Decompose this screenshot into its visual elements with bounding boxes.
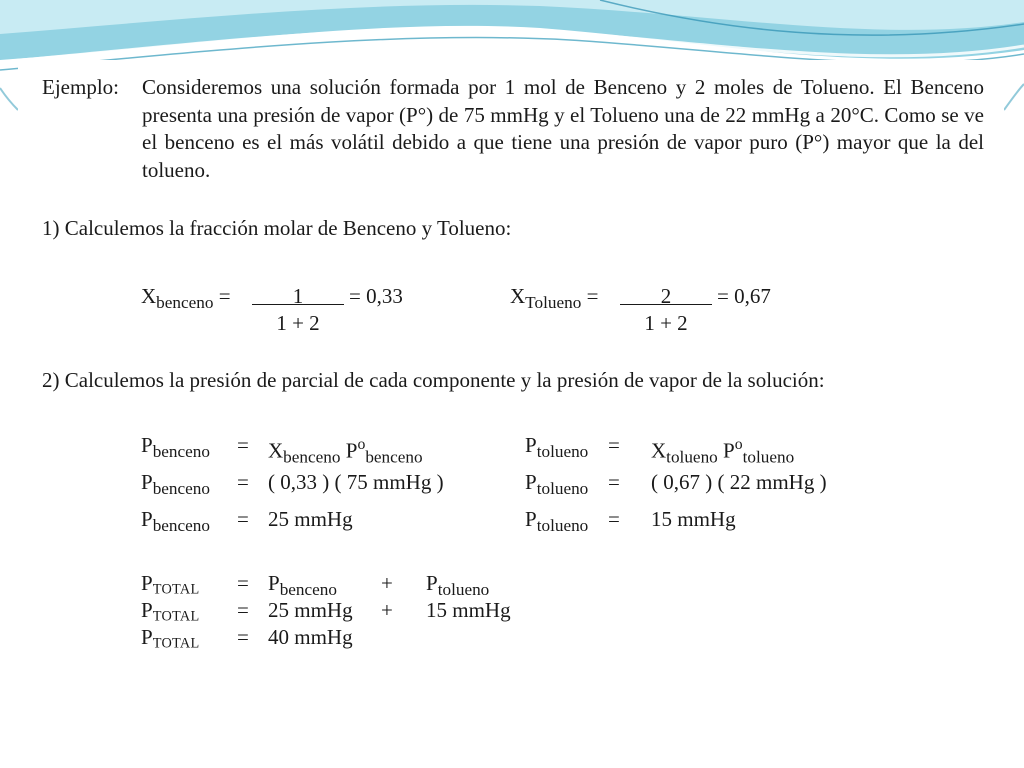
x-benceno-result: = 0,33	[349, 284, 403, 308]
p-tolueno-label-1: $P_{tolueno}$	[525, 433, 589, 461]
p-tolueno-expression: $X_{tolueno}$ $P^o_{tolueno}$	[651, 436, 795, 467]
slide-content	[18, 60, 1004, 676]
step2-heading: 2) Calculemos la presión de parcial de cada componente y la presión de vapor de la solución:	[42, 368, 825, 392]
p-benceno-expression: $X_{benceno}$ $P^o_{benceno}$	[268, 436, 423, 467]
p-tolueno-eq-3: =	[608, 507, 620, 531]
p-total-result: 40 mmHg	[268, 625, 353, 649]
p-total-label-3: PTOTAL	[141, 625, 200, 652]
p-benceno-eq-3: =	[237, 507, 249, 531]
p-tolueno-result: 15 mmHg	[651, 507, 736, 531]
x-benceno-lhs: $X_{benceno}$ =	[141, 284, 231, 312]
example-label: Ejemplo:	[42, 75, 119, 99]
p-tolueno-eq-2: =	[608, 470, 620, 494]
p-benceno-eq-1: =	[237, 433, 249, 457]
x-tolueno-result: = 0,67	[717, 284, 771, 308]
p-total-eq-2: =	[237, 598, 249, 622]
p-total-eq-3: =	[237, 625, 249, 649]
p-total-value-tolueno: 15 mmHg	[426, 598, 511, 622]
x-benceno-numerator: 1	[292, 284, 304, 308]
p-benceno-substitution: ( 0,33 ) ( 75 mmHg )	[268, 470, 444, 494]
x-benceno-fraction-bar	[252, 304, 344, 305]
p-benceno-label-2: $P_{benceno}$	[141, 470, 211, 498]
p-total-label-1: PTOTAL	[141, 571, 200, 598]
p-total-value-benceno: 25 mmHg	[268, 598, 353, 622]
p-total-label-2: PTOTAL	[141, 598, 200, 625]
p-total-term-benceno: $P_{benceno}$	[268, 571, 338, 599]
example-paragraph: Consideremos una solución formada por 1 mol de Benceno y 2 moles de Tolueno. El Benceno presenta una presión de vapor (P°) de 75 mmHg y el Tolueno una de 22 mmHg a 20°C. Como se ve el benceno es el más volátil debido a que tiene una presión de vapor puro (P°) mayor que la del tolueno.	[142, 75, 984, 182]
p-total-eq-1: =	[237, 571, 249, 595]
x-tolueno-denominator: 1 + 2	[644, 311, 688, 335]
p-total-plus-1: +	[381, 571, 393, 595]
step1-heading: 1) Calculemos la fracción molar de Benceno y Tolueno:	[42, 216, 512, 240]
x-benceno-denominator: 1 + 2	[276, 311, 320, 335]
p-benceno-label-3: $P_{benceno}$	[141, 507, 211, 535]
p-tolueno-substitution: ( 0,67 ) ( 22 mmHg )	[651, 470, 827, 494]
p-tolueno-label-3: $P_{tolueno}$	[525, 507, 589, 535]
p-benceno-eq-2: =	[237, 470, 249, 494]
p-total-term-tolueno: $P_{tolueno}$	[426, 571, 490, 599]
p-benceno-label-1: $P_{benceno}$	[141, 433, 211, 461]
x-tolueno-fraction-bar	[620, 304, 712, 305]
x-tolueno-numerator: 2	[660, 284, 672, 308]
p-tolueno-label-2: $P_{tolueno}$	[525, 470, 589, 498]
p-tolueno-eq-1: =	[608, 433, 620, 457]
p-total-plus-2: +	[381, 598, 393, 622]
x-tolueno-lhs: $X_{Tolueno}$ =	[510, 284, 599, 312]
p-benceno-result: 25 mmHg	[268, 507, 353, 531]
